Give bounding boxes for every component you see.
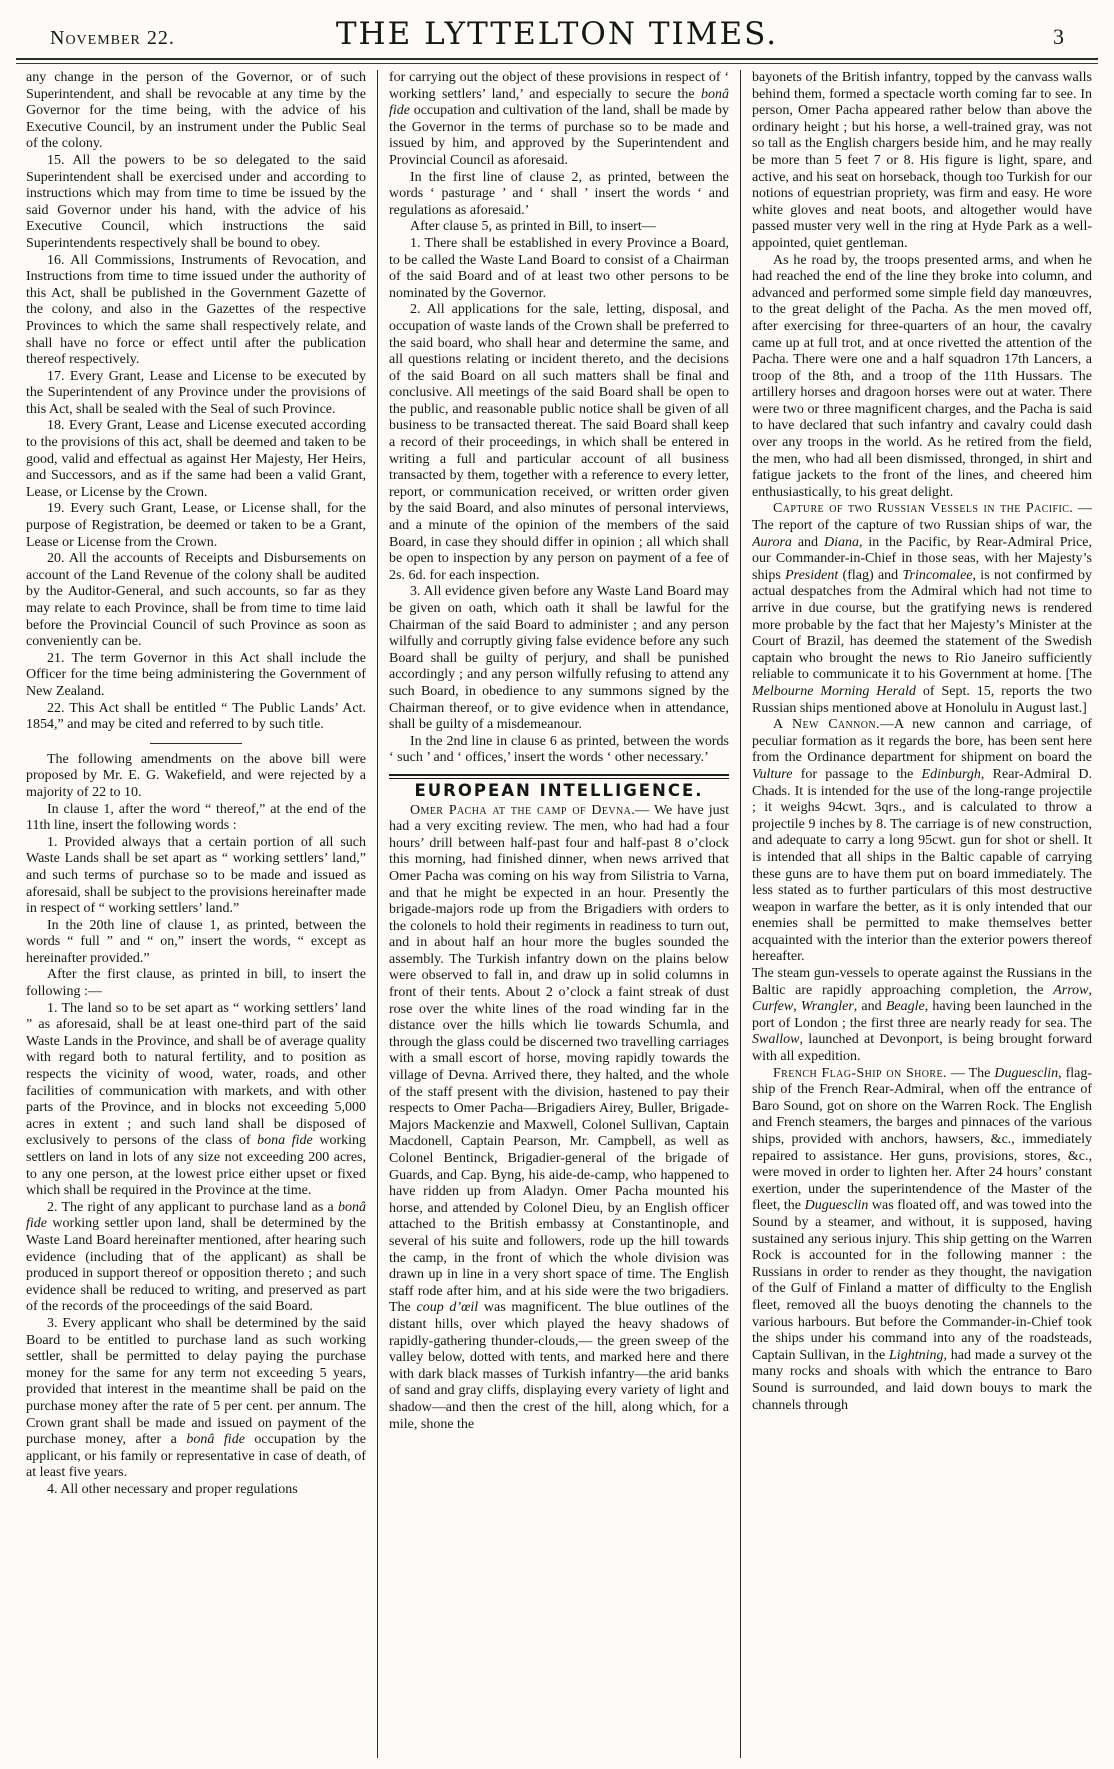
paragraph: 1. Provided always that a certain portion of all such Waste Lands shall be set apart as “ working settlers’ land,” and such terms of purchase so to be made and issued as aforesaid, shall be subject to the provisions hereinafter made in respect of “ working settlers’ land.” [26, 834, 366, 917]
column-divider-2 [740, 70, 741, 1758]
paragraph: 22. This Act shall be entitled “ The Public Lands’ Act. 1854,” and may be cited and referred to by such title. [26, 700, 366, 733]
column-1 [26, 70, 366, 1758]
paragraph: 1. The land so to be set apart as “ working settlers’ land ” as aforesaid, shall be at least one-third part of the said Waste Lands in the Province, and shall be of average quality with regard both to natural fertility, and to position as respects the vicinity of wood, water, roads, and other facilities of communication with markets, and with other parts of the Province, and in blocks not exceeding 5,000 acres in extent ; and such land shall be disposed of exclusively to persons of the class of bona fide working settlers on land in lots of any size not exceeding 200 acres, to any one person, at the lowest price either upset or fixed which shall be required in the Province at the time. [26, 1000, 366, 1199]
paragraph: 18. Every Grant, Lease and License executed according to the provisions of this act, shall be deemed and taken to be good, valid and effectual as against Her Majesty, Her Heirs, and Successors, and as if the same had been a valid Grant, Lease, or License by the Crown. [26, 418, 366, 500]
paragraph: 21. The term Governor in this Act shall include the Officer for the time being administering the Government of New Zealand. [26, 650, 366, 699]
paragraph: 20. All the accounts of Receipts and Disbursements on account of the Land Revenue of the colony shall be audited by the Auditor-General, and such accounts, so far as they may relate to each Province, shall be from time to time laid before the Provincial Council of such Province as soon as conveniently can be. [26, 551, 366, 650]
paragraph: for carrying out the object of these provisions in respect of ‘ working settlers’ land,’ and especially to secure the bonâ fide occupation and cultivation of the land, shall be made by the Governor in the terms of purchase so to be made and issued by him, and approved by the Superintendent and Provincial Council as aforesaid. [389, 70, 729, 168]
issue-date: November 22. [50, 27, 175, 49]
paragraph: Omer Pacha at the camp of Devna.— We have just had a very exciting review. The men, who had had a four hours’ drill between half-past four and half-past 8 o’clock this morning, had finished dinner, when news arrived that Omer Pacha was coming on his way from Silistria to Varna, and that he might be expected in an hour. Presently the brigade-majors rode up from the Brigadiers with orders to the colonels to hold their regiments in readiness to turn out, and in about half an hour more the bugles sounded the assembly. The Turkish infantry down on the plains below were observed to fall in, and draw up in solid columns in front of their tents. About 2 o’clock a faint streak of dust rose over the white lines of the road winding far in the distance over the hills which lie towards Schumla, and through the glass could be discerned two travelling carriages with a small escort of horse, moving rapidly towards the village of Devna. Arrived there, they halted, and the whole of the staff present with the division, hastened to pay their respects to Omer Pacha—Brigadiers Airey, Buller, Brigade-Majors Mackenzie and Maxwell, Colonel Sullivan, Captain Macdonell, Captain Pearson, Mr. Campbell, as well as Colonel Bentinck, Brigadier-general of the brigade of Guards, and Cap. Byng, his aide-de-camp, who happened to have ridden up from Aladyn. Omer Pacha mounted his horse, and attended by Colonel Dieu, by an English officer attached to the British embassy at Constantinople, and several of his suite and followers, rode up the hill towards the camp, in the front of which the whole division was drawn up in line in a very short space of time. The English staff rode after him, and at his side were the two brigadiers. The coup d’œil was magnificent. The blue outlines of the distant hills, over which played the heavy shadows of rapidly-gathering thunder-clouds,— the green sweep of the valley below, dotted with tents, and marked here and there with dark black masses of Turkish infantry—the arid banks of sand and gray cliffs, displaying every variety of light and shadow—and then the crest of the hill, along which, for a mile, shone the [389, 802, 729, 1432]
column-divider-1 [377, 70, 378, 1758]
paragraph: In the 20th line of clause 1, as printed, between the words “ full ” and “ on,” insert the words, “ except as hereinafter provided.” [26, 917, 366, 966]
paragraph: 19. Every such Grant, Lease, or License shall, for the purpose of Registration, be deemed or taken to be a Grant, Lease or License from the Crown. [26, 501, 366, 550]
paragraph: 3. Every applicant who shall be determined by the said Board to be entitled to purchase land as such working settler, shall be permitted to delay paying the purchase money for the same for any term not exceeding 5 years, provided that interest in the meantime shall be paid on the purchase money after the rate of 5 per cent. per annum. The Crown grant shall be made and issued on payment of the purchase money, after a bonâ fide occupation by the applicant, or his family or representative in case of death, of at least five years. [26, 1315, 366, 1481]
page-number: 3 [1053, 24, 1064, 49]
paragraph: In clause 1, after the word “ thereof,” at the end of the 11th line, insert the following words : [26, 801, 366, 834]
paragraph: 1. There shall be established in every Province a Board, to be called the Waste Land Board to consist of a Chairman of the said Board and of at least two other persons to be nominated by the Governor. [389, 235, 729, 301]
paragraph: French Flag-Ship on Shore. — The Duguesclin, flag-ship of the French Rear-Admiral, when off the entrance of Baro Sound, got on shore on the Warren Rock. The English and French steamers, the barges and pinnaces of the various ships, provided with anchors, hawsers, &c., immediately repaired to assistance. Her guns, provisions, stores, &c., were moved in order to lighten her. After 24 hours’ constant exertion, under the superintendence of the Master of the fleet, the Duguesclin was floated off, and was towed into the Sound by a steamer, and without, it is supposed, having sustained any serious injury. This ship getting on the Warren Rock is accounted for in the following manner : the Russians in order to render as they thought, the navigation of the Gulf of Finland a matter of difficulty to the English fleet, removed all the buoys denoting the channels to the various harbours. But before the Commander-in-Chief took the ships under his command into any of the roadsteads, Captain Sullivan, in the Lightning, had made a survey ot the many rocks and shoals with which the entrance to Baro Sound is surrounded, and laid down bouys to mark the channels through [752, 1065, 1092, 1413]
section-divider [150, 743, 242, 744]
paragraph: In the first line of clause 2, as printed, between the words ‘ pasturage ’ and ‘ shall ’ insert the words ‘ and regulations as aforesaid.’ [389, 169, 729, 218]
columns-container [0, 64, 1114, 1758]
paragraph: 3. All evidence given before any Waste Land Board may be given on oath, which oath it shall be lawful for the Chairman of the said Board to administer ; and any person wilfully and corruptly giving false evidence before any such Board shall be guilty of perjury, and shall be punished accordingly ; and any person wilfully refusing to attend any such Board, in obedience to any summons signed by the Chairman thereof, or to give evidence when in attendance, shall be guilty of a misdemeanour. [389, 584, 729, 733]
paragraph: any change in the person of the Governor, or of such Superintendent, and shall be revocable at any time by the Governor for the time being, with the advice of his Executive Council, by an instrument under the Public Seal of the colony. [26, 70, 366, 152]
paragraph: A New Cannon.—A new cannon and carriage, of peculiar formation as it regards the bore, has been sent here from the Ordinance department for shipment on board the Vulture for passage to the Edinburgh, Rear-Admiral D. Chads. It is intended for the use of the long-range projectile ; it weighs 94cwt. 3qrs., and is calculated to throw a projectile 9 inches by 8. The carriage is of new construction, and adequate to carry a long 95cwt. gun for shot or shell. It is intended that all ships in the Baltic capable of carrying these guns are to have them put on board immediately. The less stated as to further particulars of this most destructive weapon in warfare the better, as it is only intended that our enemies shall be permitted to make themselves better acquainted with the interior than the exterior powers thereof hereafter. [752, 717, 1092, 965]
paragraph: 2. The right of any applicant to purchase land as a bonâ fide working settler upon land, shall be determined by the Waste Land Board hereinafter mentioned, after hearing such evidence (including that of the applicant) as shall be produced in support thereof or opposition thereto ; and such evidence shall be reduced to writing, and preserved as part of the records of the proceedings of the said Board. [26, 1199, 366, 1315]
paragraph: Capture of two Russian Vessels in the Pacific. —The report of the capture of two Russian ships of war, the Aurora and Diana, in the Pacific, by Rear-Admiral Price, our Commander-in-Chief in those seas, with her Majesty’s ships President (flag) and Trincomalee, is not confirmed by actual despatches from the Admiral which had not time to arrive in due course, but the gratifying news is rendered more probable by the fact that her Majesty’s Minister at the Court of Brazil, has deemed the statement of the Swedish captain who brought the news to Rio Janeiro sufficiently reliable to communicate it to his Government at home. [The Melbourne Morning Herald of Sept. 15, reports the two Russian ships mentioned above at Honolulu in August last.] [752, 501, 1092, 716]
heading-rule [389, 774, 729, 779]
paragraph: After clause 5, as printed in Bill, to insert— [410, 219, 656, 235]
paragraph: 16. All Commissions, Instruments of Revocation, and Instructions from time to time issued under the authority of this Act, shall be published in the Government Gazette of the colony, and also in the Gazettes of the respective Provinces to which the same shall respectively relate, and shall have no force or effect until after the publication thereof respectively. [26, 252, 366, 368]
paragraph: In the 2nd line in clause 6 as printed, between the words ‘ such ’ and ‘ offices,’ insert the words ‘ other necessary.’ [389, 733, 729, 766]
paragraph: ● The steam gun-vessels to operate against the Russians in the Baltic are rapidly approaching completion, the Arrow, Curfew, Wrangler, and Beagle, having been launched in the port of London ; the first three are nearly ready for sea. The Swallow, launched at Devonport, is being brought forward with all expedition. [752, 966, 1092, 1066]
masthead [0, 0, 1114, 56]
column-3 [752, 70, 1092, 1758]
page-title: THE LYTTELTON TIMES. [335, 16, 779, 52]
column-2 [389, 70, 729, 1758]
paragraph: 2. All applications for the sale, letting, disposal, and occupation of waste lands of the Crown shall be preferred to the said board, who shall hear and determine the same, and all questions relating or incident thereto, and the decisions of the said Board on all such matters shall be final and conclusive. All meetings of the said Board shall be open to the public, and reasonable public notice shall be given of all business to be transacted thereat. The said Board shall keep a record of their proceedings, in which shall be entered in writing a full and particular account of all business transacted by them, together with a reference to every letter, report, or communication received, or written order given by the said Board, and also minutes of personal interviews, and a minute of the opinion of the members of the said Board, in case they should differ in opinion ; all which shall be open to inspection by any person on payment of a fee of 2s. 6d. for each inspection. [389, 302, 729, 583]
paragraph: 15. All the powers to be so delegated to the said Superintendent shall be exercised under and according to instructions which may from time to time be issued by the said Governor under his hand, with the advice of his Executive Council, which instructions the said Superintendents respectively shall be bound to obey. [26, 152, 366, 251]
paragraph: After the first clause, as printed in bill, to insert the following :— [26, 967, 366, 1000]
section-heading: EUROPEAN INTELLIGENCE. [414, 780, 704, 800]
paragraph: The following amendments on the above bill were proposed by Mr. E. G. Wakefield, and were rejected by a majority of 22 to 10. [26, 751, 366, 800]
paragraph: bayonets of the British infantry, topped by the canvass walls behind them, formed a spectacle worth coming far to see. In person, Omer Pacha appeared rather below than above the ordinary height ; but his horse, a well-trained gray, was not so tall as the English chargers beside him, and he may really be more than 5 feet 7 or 8. His figure is light, spare, and active, and his seat on horseback, though too Turkish for our notions of equestrian propriety, was firm and easy. He wore white gloves and neat boots, and altogether would have passed muster very well in the ring at Hyde Park as a well-appointed, quiet gentleman. [752, 70, 1092, 251]
paragraph: 17. Every Grant, Lease and License to be executed by the Superintendent of any Province under the provisions of this Act, shall be sealed with the Seal of such Province. [26, 368, 366, 417]
paragraph: As he road by, the troops presented arms, and when he had reached the end of the line they broke into column, and advanced and performed some simple field day manœuvres, to the great delight of the Pacha. As the men moved off, after exercising for three-quarters of an hour, the cavalry came up at full trot, and at once rivetted the attention of the Pacha. There were one and a half squadron 17th Lancers, a troop of the 8th, and a troop of the 11th Hussars. The artillery horses and dragoon horses were out at water. There were two or three magnificent charges, and the Pacha is said to have declared that such infantry and cavalry could dash over any troops in the world. As he retired from the field, the men, who had all been dismissed, thronged, in shirt and fatigue jackets to the front of the lines, and cheered him enthusiastically, to his great delight. [752, 252, 1092, 500]
paragraph: 4. All other necessary and proper regulations [47, 1481, 298, 1497]
